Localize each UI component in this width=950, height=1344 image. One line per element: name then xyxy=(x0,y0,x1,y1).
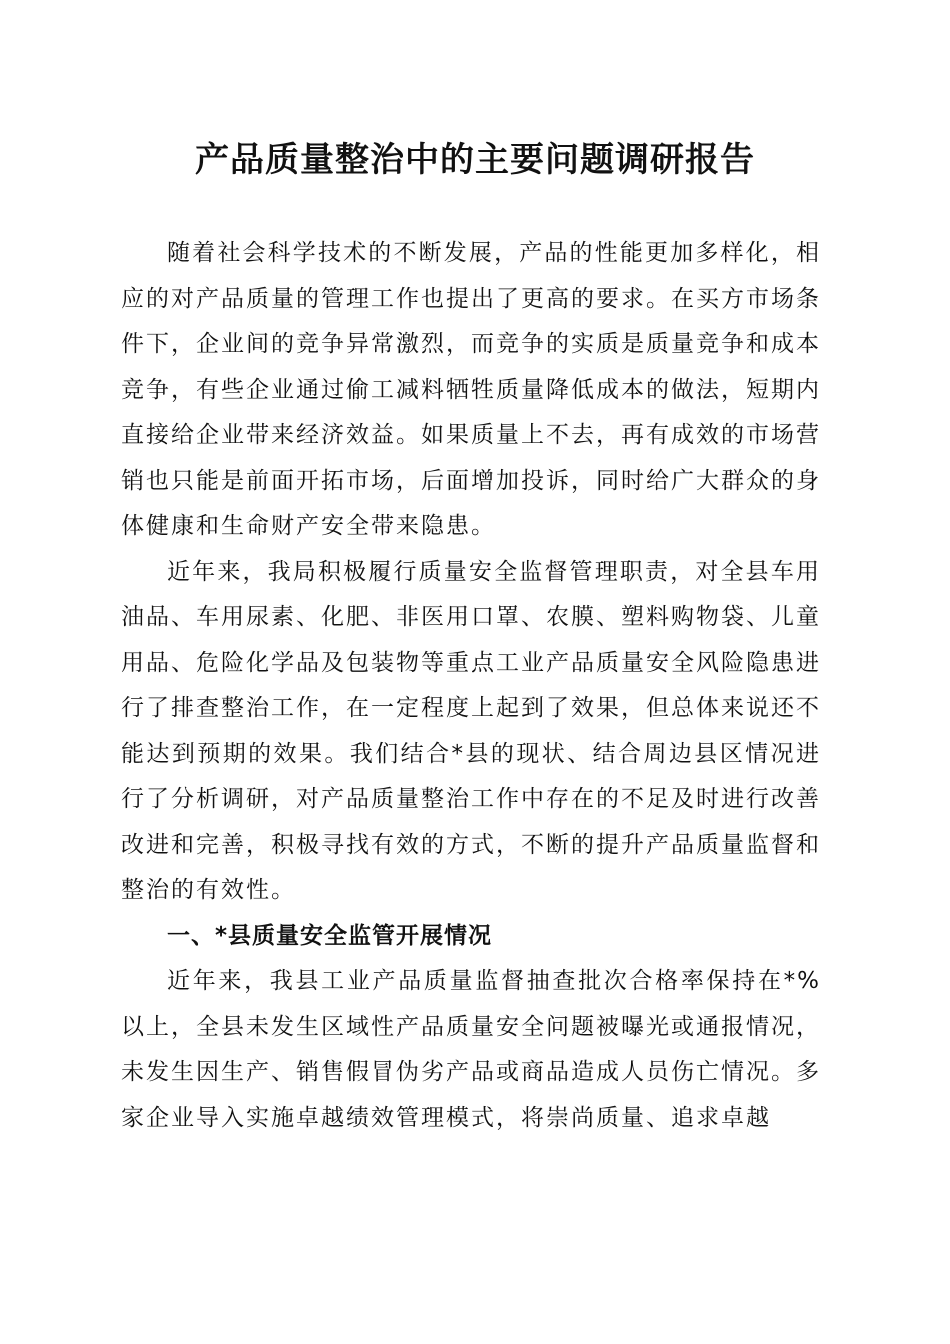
paragraph-intro: 随着社会科学技术的不断发展，产品的性能更加多样化，相应的对产品质量的管理工作也提出了更高的要求。在买方市场条件下，企业间的竞争异常激烈，而竞争的实质是质量竞争和成本竞争，有些企业通过偷工减料牺牲质量降低成本的做法，短期内直接给企业带来经济效益。如果质量上不去，再有成效的市场营销也只能是前面开拓市场，后面增加投诉，同时给广大群众的身体健康和生命财产安全带来隐患。 xyxy=(121,240,821,539)
section-paragraph: 近年来，我县工业产品质量监督抽查批次合格率保持在*%以上，全县未发生区域性产品质量安全问题被曝光或通报情况，未发生因生产、销售假冒伪劣产品或商品造成人员伤亡情况。多家企业导入实施卓越绩效管理模式，将崇尚质量、追求卓越 xyxy=(121,968,821,1131)
paragraph-overview: 近年来，我局积极履行质量安全监督管理职责，对全县车用油品、车用尿素、化肥、非医用口罩、农膜、塑料购物袋、儿童用品、危险化学品及包装物等重点工业产品质量安全风险隐患进行了排查整治工作，在一定程度上起到了效果，但总体来说还不能达到预期的效果。我们结合*县的现状、结合周边县区情况进行了分析调研，对产品质量整治工作中存在的不足及时进行改善改进和完善，积极寻找有效的方式，不断的提升产品质量监督和整治的有效性。 xyxy=(121,558,821,903)
document-title: 产品质量整治中的主要问题调研报告 xyxy=(195,140,755,180)
document-body xyxy=(121,231,821,1141)
section-heading: 一、*县质量安全监管开展情况 xyxy=(167,922,493,949)
